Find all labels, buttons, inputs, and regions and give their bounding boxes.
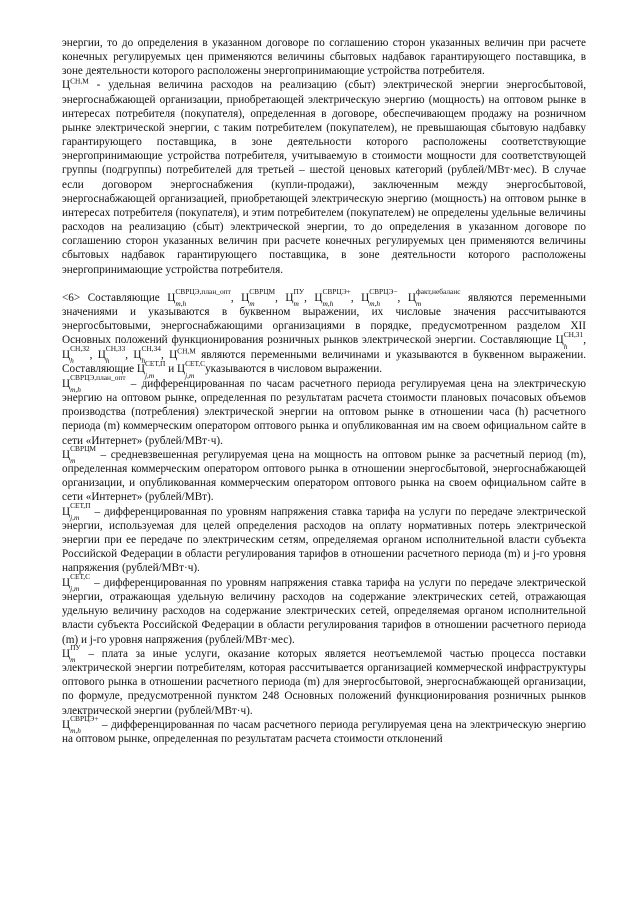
symbol-set-s: Ц СЕТ,С j,m — [62, 572, 91, 594]
symbol-t3: Ц СН,З3 h — [97, 344, 126, 366]
symbol-c-sn-m: $Ц^{СН,М}$ — [62, 76, 89, 92]
symbol-t4: Ц СН,З4 h — [133, 344, 161, 366]
definition-set-s: Ц СЕТ,С j,m – дифференцированная по уровням напряжения ставка тарифа на услуги по передаче электрической энергии, отражающая удельную величину расходов на содержание электрических сетей, отражающая удельную величину расходов на содержание электрических сетей, определяемая органом исполнительной власти субъекта Российской Федерации в области регулирования тарифов в отношении расчетного периода (m) и j-го уровня напряжения (рублей/МВт·мес). — [62, 572, 586, 646]
definition-svrcm: Ц СВРЦМ m – средневзвешенная регулируемая цена на мощность на оптовом рынке за расчетный период (m), определенная коммерческим оператором оптового рынка в отношении энергосбытовой, энергоснабжающей организации, и опубликованная коммерческим оператором оптового рынка на своем официальном сайте в сети «Интернет» (рублей/МВт). — [62, 444, 586, 504]
symbol-s2: Ц СВРЦМ m — [241, 287, 276, 309]
symbol-s3: Ц ПУ m — [285, 287, 305, 309]
definition-svrce-plan: Ц СВРЦЭ,план_опт m,h – дифференцированная по часам расчетного периода регулируемая цена на электрическую энергию на оптовом рынке, определенная по результатам расчета стоимости плановых почасовых объемов производства (потребления) электрической энергии на оптовом рынке в отношении часа (h) расчетного периода (m) коммерческим оператором оптового рынка и опубликованная им на своем официальном сайте в сети «Интернет» (рублей/МВт·ч). — [62, 373, 586, 447]
footnote-6: <6> Составляющие Ц СВРЦЭ,план_опт m,h , Ц СВРЦМ m , Ц ПУ m , Ц СВРЦЭ+ m,h , Ц СВРЦЭ− m,h , Ц факт,небаланс m являются переменными значениями и указываются в буквенном выражении, их числовые значения рассчитываются энергосбытовыми, энергоснабжающими организациями в порядке, предусмотренном разделом XII Основных положений функционирования розничных рынков электрической энергии. Составляющие Ц СН,З1 h , Ц СН,З2 h , Ц СН,З3 h , Ц СН,З4 h , $Ц^{СН,М}$ являются переменными величинами и указываются в буквенном выражении. Составляющие Ц СЕТ,П j,m и Ц СЕТ,С j,m указываются в числовом выражении. — [62, 287, 586, 380]
paragraph-2: $Ц^{СН,М}$ - удельная величина расходов на реализацию (сбыт) электрической энергии энергосбытовой, энергоснабжающей организации, приобретающей электрическую энергию (мощность) на оптовом рынке в интересах потребителя (покупателя), определенная в договоре, обеспечивающем продажу на розничном рынке электрической энергии, с таким потребителем (покупателем), не превышающая сбытовую надбавку гарантирующего поставщика, в зоне деятельности которого расположены соответствующие энергопринимающие устройства потребителя, учитываемую в стоимости мощности для соответствующей группы (подгруппы) потребителей для третьей – шестой ценовых категорий (рублей/МВт·мес). В случае если договором энергоснабжения (купли-продажи), заключенным между энергосбытовой, энергоснабжающей организацией, приобретающей электрическую энергию (мощность) на оптовом рынке в интересах потребителя (покупателя), и этим потребителем (покупателем) не определены удельные величины расходов на реализацию (сбыт) электрической энергии, то до определения в указанном договоре по соглашению сторон указанных величин при расчете конечных регулируемых цен применяются величины сбытовых надбавок гарантирующего поставщика, в зоне деятельности которого расположены энергопринимающие устройства потребителя. — [62, 76, 586, 276]
symbol-t2: Ц СН,З2 h — [62, 344, 90, 366]
definition-set-p: Ц СЕТ,П j,m – дифференцированная по уровням напряжения ставка тарифа на услуги по передаче электрической энергии, используемая для целей определения расходов на оплату нормативных потерь электрической энергии при ее передаче по электрическим сетям, определяемая органом исполнительной власти субъекта Российской Федерации в области регулирования тарифов в отношении расчетного периода (m) и j-го уровня напряжения (рублей/МВт·ч). — [62, 501, 586, 575]
definition-svrce-plus: Ц СВРЦЭ+ m,h – дифференцированная по часам расчетного периода регулируемая цена на электрическую энергию на оптовом рынке, определенная по результатам расчета стоимости отклонений — [62, 714, 586, 746]
symbol-s4: Ц СВРЦЭ+ m,h — [314, 287, 351, 309]
symbol-set-p: Ц СЕТ,П j,m — [62, 501, 91, 523]
paragraph-1: энергии, то до определения в указанном договоре по соглашению сторон указанных величин при расчете конечных регулируемых цен применяются величины сбытовых надбавок гарантирующего поставщика, в зоне деятельности которого расположены энергопринимающие устройства потребителя. — [62, 37, 586, 78]
symbol-s5: Ц СВРЦЭ− m,h — [361, 287, 398, 309]
definition-pu: Ц ПУ m – плата за иные услуги, оказание которых является неотъемлемой частью процесса поставки электрической энергии потребителям, которая рассчитывается организацией коммерческой инфраструктуры оптового рынка в отношении расчетного периода (m) для энергосбытовой, энергоснабжающей организации, по формуле, предусмотренной пунктом 248 Основных положений функционирования розничных рынков электрической энергии (рублей/МВт·ч). — [62, 643, 586, 717]
symbol-svrce-plan: Ц СВРЦЭ,план_опт m,h — [62, 373, 126, 395]
symbol-svrce-plus: Ц СВРЦЭ+ m,h — [62, 714, 99, 736]
symbol-svrcm: Ц СВРЦМ m — [62, 444, 96, 466]
document-page — [62, 36, 586, 746]
symbol-pu: Ц ПУ m — [62, 643, 81, 665]
symbol-t5: $Ц^{СН,М}$ — [169, 346, 196, 361]
symbol-s6: Ц факт,небаланс m — [407, 287, 461, 309]
symbol-t1: Ц СН,З1 h — [555, 329, 584, 351]
symbol-u1: Ц СЕТ,П j,m — [136, 358, 166, 380]
symbol-s1: Ц СВРЦЭ,план_опт m,h — [167, 287, 231, 309]
symbol-u2: Ц СЕТ,С j,m — [176, 358, 206, 380]
